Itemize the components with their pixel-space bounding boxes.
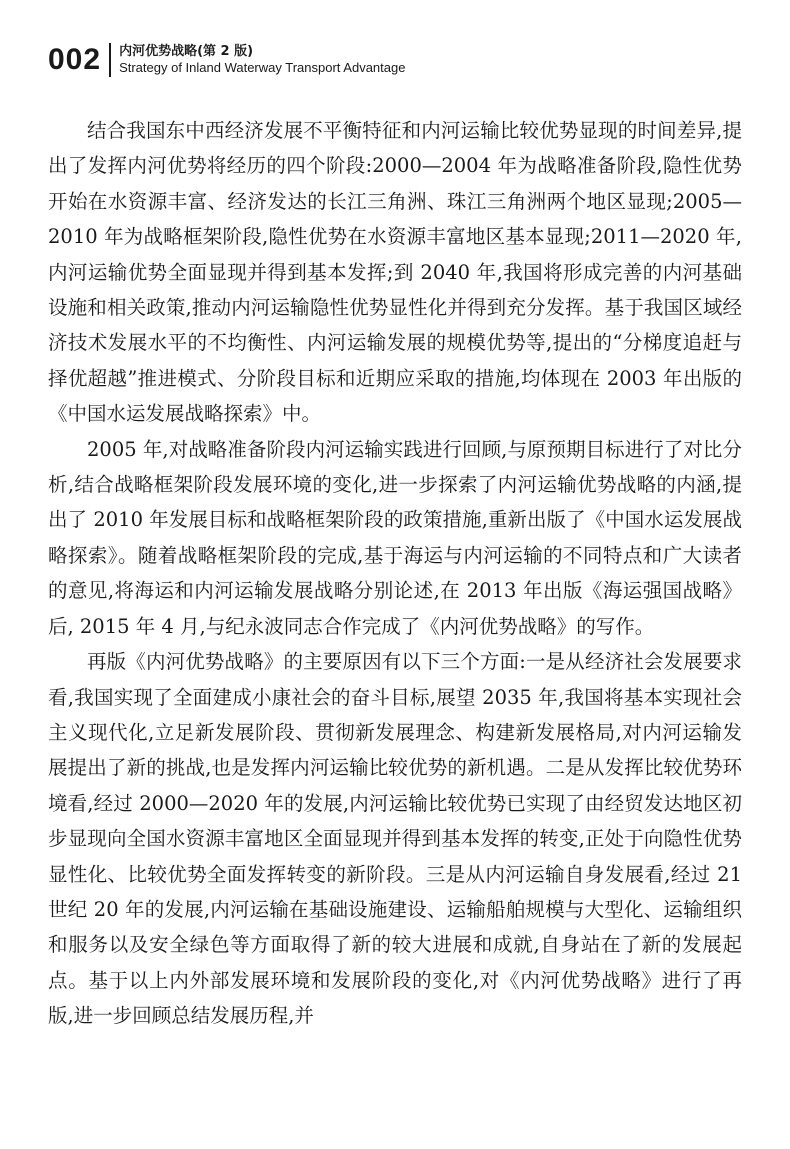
running-header [48, 40, 405, 80]
header-divider [109, 43, 111, 77]
paragraph-3: 再版《内河优势战略》的主要原因有以下三个方面:一是从经济社会发展要求看,我国实现了全面建成小康社会的奋斗目标,展望 2035 年,我国将基本实现社会主义现代化,立足新发展阶段、贯彻新发展理念、构建新发展格局,对内河运输发展提出了新的挑战,也是发挥内河运输比较优势的新机遇。二是从发挥比较优势环境看,经过 2000—2020 年的发展,内河运输比较优势已实现了由经贸发达地区初步显现向全国水资源丰富地区全面显现并得到基本发挥的转变,正处于向隐性优势显性化、比较优势全面发挥转变的新阶段。三是从内河运输自身发展看,经过 21 世纪 20 年的发展,内河运输在基础设施建设、运输船舶规模与大型化、运输组织和服务以及安全绿色等方面取得了新的较大进展和成就,自身站在了新的发展起点。基于以上内外部发展环境和发展阶段的变化,对《内河优势战略》进行了再版,进一步回顾总结发展历程,并 [48, 650, 742, 1028]
body-text [48, 113, 742, 1034]
book-subtitle: Strategy of Inland Waterway Transport Advantage [119, 60, 406, 75]
paragraph-1: 结合我国东中西经济发展不平衡特征和内河运输比较优势显现的时间差异,提出了发挥内河优势将经历的四个阶段:2000—2004 年为战略准备阶段,隐性优势开始在水资源丰富、经济发达的长江三角洲、珠江三角洲两个地区显现;2005—2010 年为战略框架阶段,隐性优势在水资源丰富地区基本显现;2011—2020 年,内河运输优势全面显现并得到基本发挥;到 2040 年,我国将形成完善的内河基础设施和相关政策,推动内河运输隐性优势显性化并得到充分发挥。基于我国区域经济技术发展水平的不均衡性、内河运输发展的规模优势等,提出的“分梯度追赶与择优超越”推进模式、分阶段目标和近期应采取的措施,均体现在 2003 年出版的《中国水运发展战略探索》中。 [48, 119, 742, 426]
paragraph-2: 2005 年,对战略准备阶段内河运输实践进行回顾,与原预期目标进行了对比分析,结合战略框架阶段发展环境的变化,进一步探索了内河运输优势战略的内涵,提出了 2010 年发展目标和战略框架阶段的政策措施,重新出版了《中国水运发展战略探索》。随着战略框架阶段的完成,基于海运与内河运输的不同特点和广大读者的意见,将海运和内河运输发展战略分别论述,在 2013 年出版《海运强国战略》后, 2015 年 4 月,与纪永波同志合作完成了《内河优势战略》的写作。 [48, 437, 742, 638]
header-text [119, 44, 405, 76]
page-number: 002 [48, 43, 102, 76]
book-title: 内河优势战略(第 2 版) [119, 44, 254, 59]
